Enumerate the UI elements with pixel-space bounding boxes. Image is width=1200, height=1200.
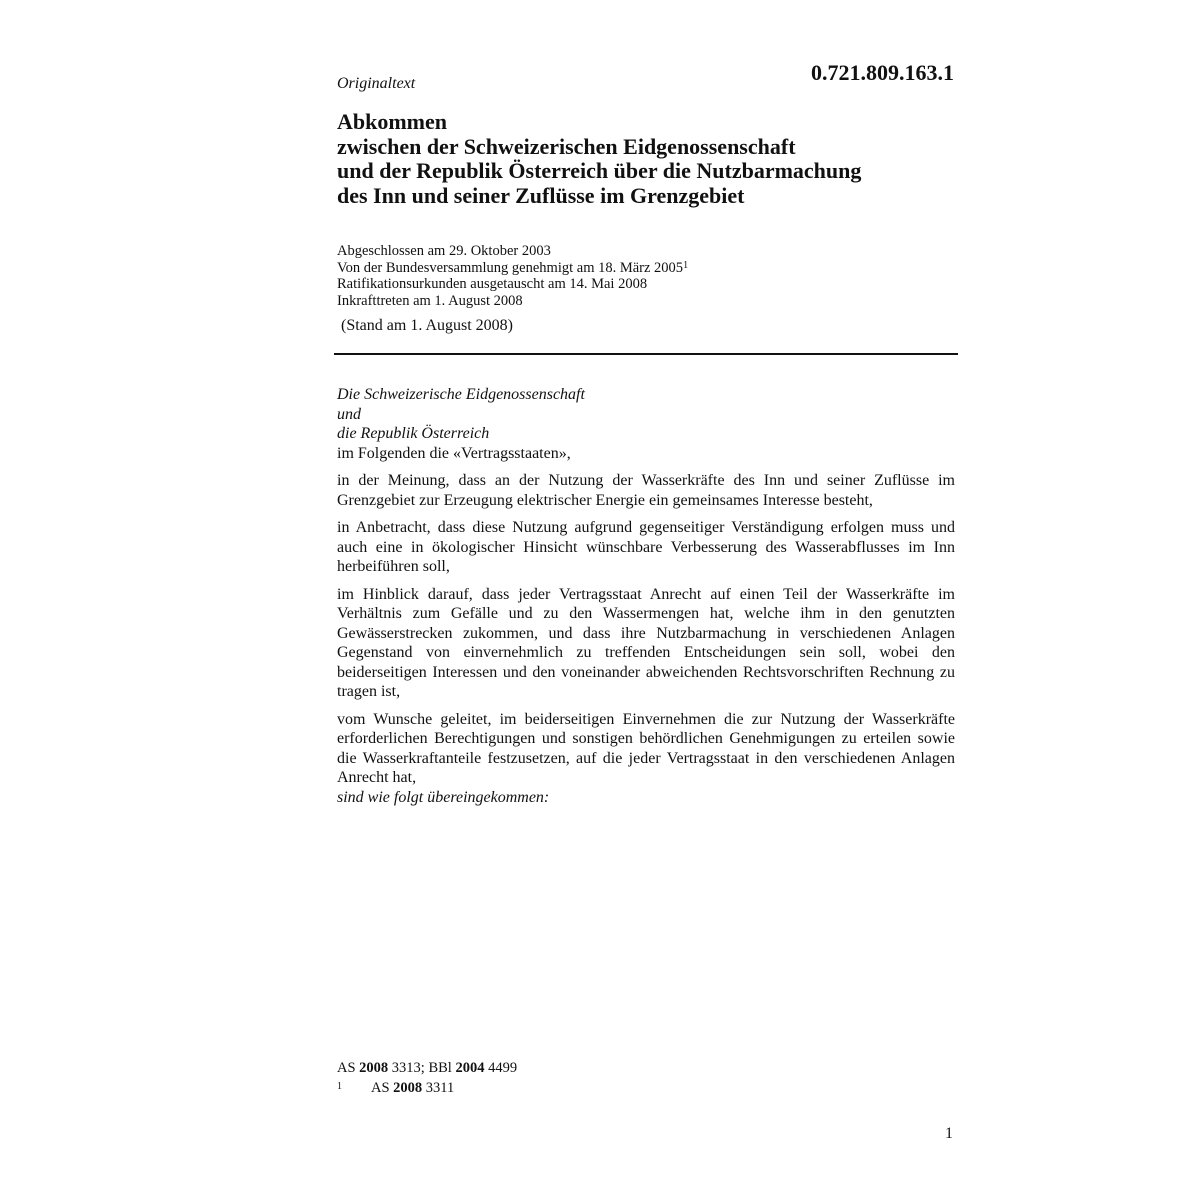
footnote-1-mark: 1	[337, 1081, 342, 1092]
footnote-ref-1[interactable]: 1	[683, 259, 689, 271]
preamble-paragraph: vom Wunsche geleitet, im beiderseitigen Einvernehmen die zur Nutzung der Wasserkräfte erforderlichen Berechtigungen und sonstigen behördlichen Genehmigungen zu erteilen sowie die Wasserkraftanteile festzusetzen, auf die jeder Vertragsstaat in den verschiedenen Anlagen Anrecht hat,	[337, 710, 955, 786]
treaty-metadata	[337, 243, 957, 309]
title-line: zwischen der Schweizerischen Eidgenossenschaft	[337, 133, 796, 159]
footnote-1-page: 3311	[422, 1080, 455, 1096]
title-line: Abkommen	[337, 109, 448, 134]
preamble	[337, 385, 955, 807]
page-number: 1	[945, 1125, 953, 1142]
source-as-page: 3313; BBl	[388, 1060, 456, 1076]
stand-date: (Stand am 1. August 2008)	[341, 317, 513, 334]
preamble-paragraph: in Anbetracht, dass diese Nutzung aufgrund gegenseitiger Verständigung erfolgen muss und auch eine in ökologischer Hinsicht wünschbare Verbesserung des Wasserabflusses im Inn herbeiführen soll,	[337, 519, 955, 575]
parties-designation: im Folgenden die «Vertragsstaaten»,	[337, 444, 571, 462]
party-conjunction: und	[337, 405, 361, 423]
footnotes	[337, 1058, 957, 1098]
title-line: und der Republik Österreich über die Nutzbarmachung	[337, 158, 862, 183]
meta-inkrafttreten: Inkrafttreten am 1. August 2008	[337, 292, 523, 309]
source-reference	[337, 1058, 957, 1078]
footnote-1	[337, 1078, 957, 1098]
source-as-year: 2008	[359, 1060, 389, 1076]
meta-abgeschlossen: Abgeschlossen am 29. Oktober 2003	[337, 243, 551, 259]
originaltext-label: Originaltext	[337, 75, 416, 92]
footnote-1-year: 2008	[393, 1080, 423, 1096]
footnote-1-prefix: AS	[371, 1080, 394, 1096]
party-austria: die Republik Österreich	[337, 425, 490, 442]
meta-genehmigt: Von der Bundesversammlung genehmigt am 18. März 2005	[337, 259, 684, 276]
meta-ratifikation: Ratifikationsurkunden ausgetauscht am 14. Mai 2008	[337, 276, 648, 292]
source-bbl-year: 2004	[455, 1060, 485, 1076]
title-line: des Inn und seiner Zuflüsse im Grenzgebiet	[337, 182, 745, 208]
separator-rule	[334, 353, 958, 355]
document-title	[337, 110, 977, 208]
preamble-paragraph: im Hinblick darauf, dass jeder Vertragsstaat Anrecht auf einen Teil der Wasserkräfte im Verhältnis zum Gefälle und zu den Wassermengen hat, welche ihm in den genutzten Gewässerstrecken zukommen, und dass ihre Nutzbarmachung in verschiedenen Anlagen Gegenstand von einvernehmlich zu treffenden Entscheidungen sein soll, wobei den beiderseitigen Interessen und den voneinander abweichenden Rechtsvorschriften Rechnung zu tragen ist,	[337, 585, 955, 700]
meta-genehmigt-row	[337, 260, 957, 277]
preamble-closing: sind wie folgt übereingekommen:	[337, 788, 550, 806]
party-switzerland: Die Schweizerische Eidgenossenschaft	[337, 386, 585, 403]
contracting-parties	[337, 385, 955, 463]
source-as-prefix: AS	[337, 1060, 360, 1076]
source-bbl-page: 4499	[484, 1060, 518, 1076]
sr-number: 0.721.809.163.1	[811, 60, 954, 85]
preamble-paragraph: in der Meinung, dass an der Nutzung der Wasserkräfte des Inn und seiner Zuflüsse im Grenzgebiet zur Erzeugung elektrischer Energie ein gemeinsames Interesse besteht,	[337, 472, 955, 509]
